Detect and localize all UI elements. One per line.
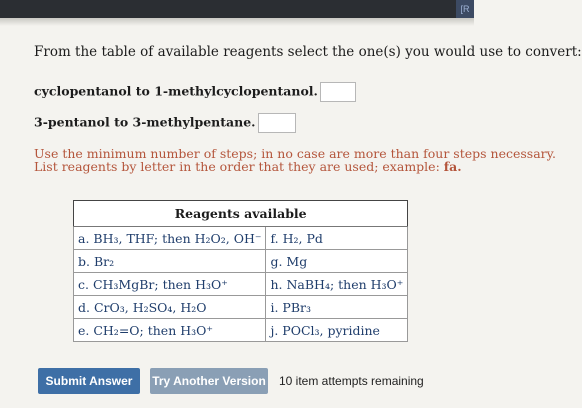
try-another-version-button[interactable]: Try Another Version	[150, 368, 268, 394]
conversion-2	[34, 113, 296, 133]
top-bar	[0, 0, 474, 18]
reagent-h: h. NaBH₄; then H₃O⁺	[266, 273, 408, 296]
conversion-2-label: 3-pentanol to 3-methylpentane.	[34, 114, 256, 130]
header-shadow	[0, 18, 474, 26]
table-row	[74, 273, 408, 296]
answer-input-2[interactable]	[258, 113, 296, 133]
reagent-j: j. POCl₃, pyridine	[266, 319, 408, 342]
reagent-f: f. H₂, Pd	[266, 227, 408, 250]
attempts-remaining: 10 item attempts remaining	[279, 374, 424, 388]
reagent-g: g. Mg	[266, 250, 408, 273]
table-row	[74, 227, 408, 250]
example-answer: fa.	[443, 159, 462, 174]
reagent-a: a. BH₃, THF; then H₂O₂, OH⁻	[74, 227, 266, 250]
reagent-i: i. PBr₃	[266, 296, 408, 319]
reagents-header: Reagents available	[74, 201, 408, 227]
question-prompt: From the table of available reagents select the one(s) you would use to convert:	[34, 44, 582, 60]
conversion-1	[34, 82, 356, 102]
table-row	[74, 296, 408, 319]
conversion-1-label: cyclopentanol to 1-methylcyclopentanol.	[34, 83, 318, 99]
reagents-table	[73, 200, 408, 342]
corner-tab[interactable]: [R	[456, 0, 474, 18]
table-row	[74, 250, 408, 273]
instruction-line-2-text: List reagents by letter in the order that they are used; example:	[34, 159, 444, 174]
reagent-c: c. CH₃MgBr; then H₃O⁺	[74, 273, 266, 296]
table-row	[74, 319, 408, 342]
instruction-line-2	[34, 160, 556, 173]
instructions	[34, 147, 556, 173]
answer-input-1[interactable]	[320, 82, 356, 102]
reagent-e: e. CH₂=O; then H₃O⁺	[74, 319, 266, 342]
reagent-d: d. CrO₃, H₂SO₄, H₂O	[74, 296, 266, 319]
reagent-b: b. Br₂	[74, 250, 266, 273]
submit-answer-button[interactable]: Submit Answer	[38, 368, 140, 394]
instruction-line-1: Use the minimum number of steps; in no case are more than four steps necessary.	[34, 146, 556, 161]
